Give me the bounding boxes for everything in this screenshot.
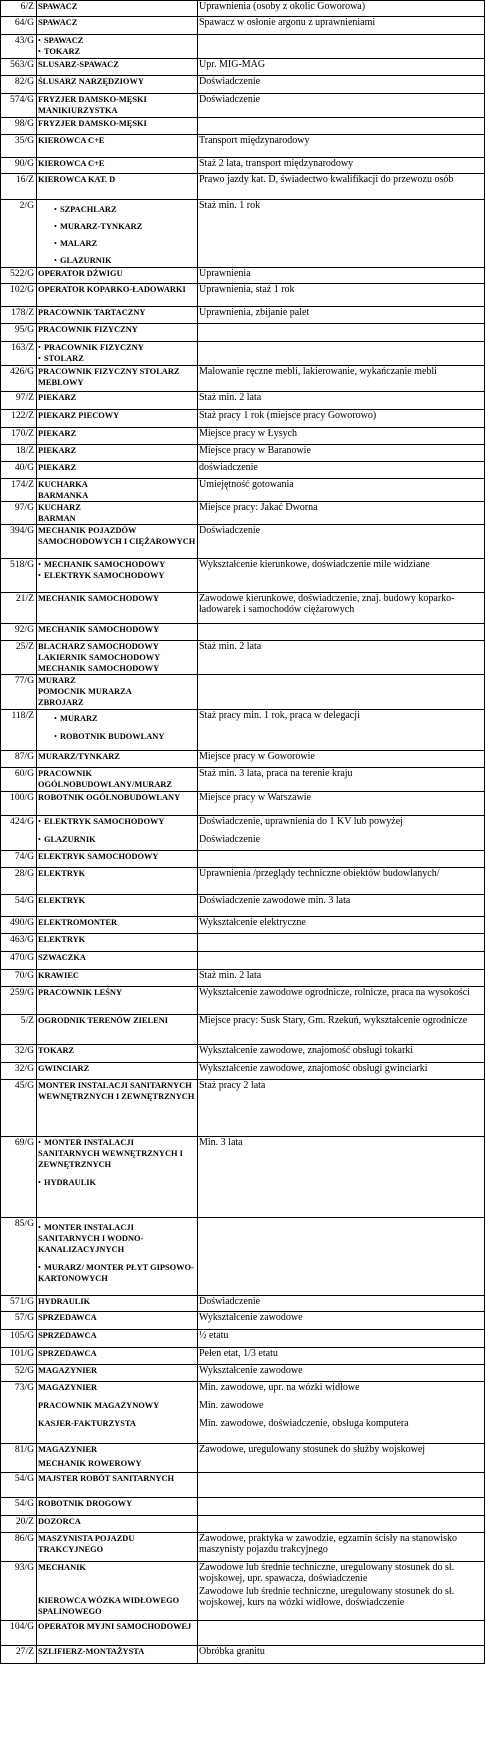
job-title: PRACOWNIK OGÓLNOBUDOWLANY/MURARZ xyxy=(38,769,173,789)
offer-id: 54/G xyxy=(1,895,37,917)
requirements: Obróbka granitu xyxy=(199,1646,265,1657)
job-title: BARMAN xyxy=(38,514,76,523)
requirements: Uprawnienia, staż 1 rok xyxy=(199,284,295,295)
table-row xyxy=(1,1137,485,1218)
table-row xyxy=(1,868,485,895)
offer-id: 60/G xyxy=(1,768,37,792)
job-title: PIEKARZ xyxy=(38,429,77,438)
offer-id: 95/G xyxy=(1,324,37,342)
requirements: Zawodowe kierunkowe, doświadczenie, znaj. budowy koparko-ładowarek i samochodów ciężarowych xyxy=(199,593,455,615)
job-title: MURARZ/TYNKARZ xyxy=(38,752,120,761)
requirements: Miejsce pracy w Warszawie xyxy=(199,792,312,803)
offer-id: 25/Z xyxy=(1,641,37,675)
table-row xyxy=(1,1,485,17)
table-row xyxy=(1,392,485,410)
job-title: • HYDRAULIK xyxy=(38,1177,196,1188)
table-row xyxy=(1,1218,485,1296)
table-row xyxy=(1,934,485,952)
job-title: DOZORCA xyxy=(38,1517,81,1526)
requirements: Zawodowe, praktyka w zawodzie, egzamin ścisły na stanowisko maszynisty pojazdu trakcyjnego xyxy=(199,1533,457,1555)
job-title: • GLAZURNIK xyxy=(38,255,196,266)
job-title: PIEKARZ xyxy=(38,446,77,455)
job-title: ROBOTNIK OGÓLNOBUDOWLANY xyxy=(38,793,181,802)
job-title: • TOKARZ xyxy=(38,46,196,57)
table-row xyxy=(1,1444,485,1473)
table-row xyxy=(1,35,485,59)
table-row xyxy=(1,410,485,428)
job-title: KIEROWCA WÓZKA WIDŁOWEGO SPALINOWEGO xyxy=(38,1596,180,1616)
table-row xyxy=(1,525,485,559)
offer-id: 92/G xyxy=(1,624,37,641)
table-row xyxy=(1,462,485,479)
job-title: ELEKTROMONTER xyxy=(38,918,118,927)
requirements: Wykształcenie zawodowe xyxy=(199,1365,303,1376)
table-row xyxy=(1,366,485,392)
requirements: Doświadczenie zawodowe min. 3 lata xyxy=(199,895,351,906)
job-title: SLUSARZ-SPAWACZ xyxy=(38,60,119,69)
requirements: Min. zawodowe xyxy=(199,1400,264,1411)
job-title: SPRZEDAWCA xyxy=(38,1313,97,1322)
offer-id: 463/G xyxy=(1,934,37,952)
offer-id: 21/Z xyxy=(1,593,37,624)
job-title: MECHANIK SAMOCHODOWY xyxy=(38,594,160,603)
job-title: POMOCNIK MURARZA xyxy=(38,687,132,696)
requirements: Staż 2 lata, transport międzynarodowy xyxy=(199,158,354,169)
job-title: PRACOWNIK LEŚNY xyxy=(38,988,122,997)
offer-id: 6/Z xyxy=(1,1,37,17)
job-title: ZBROJARZ xyxy=(38,698,84,707)
requirements: Upr. MIG-MAG xyxy=(199,59,266,70)
offer-id: 27/Z xyxy=(1,1646,37,1664)
table-row xyxy=(1,342,485,366)
job-title: SPRZEDAWCA xyxy=(38,1331,97,1340)
table-row xyxy=(1,1562,485,1621)
offer-id: 43/G xyxy=(1,35,37,59)
table-row xyxy=(1,1646,485,1664)
offer-id: 2/G xyxy=(1,200,37,268)
table-row xyxy=(1,710,485,751)
offer-id: 118/Z xyxy=(1,710,37,751)
offer-id: 163/Z xyxy=(1,342,37,366)
job-title: KUCHARKA xyxy=(38,480,88,489)
job-title: KRAWIEC xyxy=(38,971,79,980)
job-title: KIEROWCA C+E xyxy=(38,159,105,168)
job-title: SZWACZKA xyxy=(38,953,86,962)
offer-id: 87/G xyxy=(1,751,37,768)
job-title: ELEKTRYK xyxy=(38,935,86,944)
requirements: Wykształcenie elektryczne xyxy=(199,917,306,928)
table-row xyxy=(1,1621,485,1646)
job-title: OPERATOR KOPARKO-ŁADOWARKI xyxy=(38,285,186,294)
requirements: Malowanie ręczne mebli, lakierowanie, wykańczanie mebli xyxy=(199,366,437,377)
job-title: • SPAWACZ xyxy=(38,35,196,46)
offer-id: 54/G xyxy=(1,1473,37,1498)
table-row xyxy=(1,445,485,462)
requirements: Uprawnienia (osoby z okolic Goworowa) xyxy=(199,1,366,12)
job-title: • PRACOWNIK FIZYCZNY xyxy=(38,342,196,353)
offer-id: 35/G xyxy=(1,135,37,158)
requirements: Staż min. 1 rok xyxy=(199,200,261,211)
job-title: MECHANIK ROWEROWY xyxy=(38,1459,142,1468)
offer-id: 32/G xyxy=(1,1063,37,1080)
offer-id: 102/G xyxy=(1,284,37,307)
table-row xyxy=(1,1382,485,1444)
job-title: MECHANIK POJAZDÓW SAMOCHODOWYCH I CIĘŻAROWYCH xyxy=(38,526,196,546)
job-title: PIEKARZ xyxy=(38,393,77,402)
requirements: Staż min. 2 lata xyxy=(199,641,262,652)
offer-id: 18/Z xyxy=(1,445,37,462)
offer-id: 563/G xyxy=(1,59,37,76)
job-title: SPAWACZ xyxy=(38,18,78,27)
offer-id: 40/G xyxy=(1,462,37,479)
offer-id: 70/G xyxy=(1,970,37,987)
job-title: SPRZEDAWCA xyxy=(38,1349,97,1358)
table-row xyxy=(1,895,485,917)
offer-id: 522/G xyxy=(1,268,37,284)
requirements: Prawo jazdy kat. D, świadectwo kwalifikacji do przewozu osób xyxy=(199,174,454,185)
requirements: Staż pracy 1 rok (miejsce pracy Goworowo) xyxy=(199,410,377,421)
table-row xyxy=(1,675,485,710)
table-row xyxy=(1,559,485,593)
offer-id: 174/Z xyxy=(1,479,37,502)
job-title: GWINCIARZ xyxy=(38,1064,90,1073)
offer-id: 85/G xyxy=(1,1218,37,1296)
requirements: Miejsce pracy: Susk Stary, Gm. Rzekuń, wykształcenie ogrodnicze xyxy=(199,1015,468,1026)
table-row xyxy=(1,200,485,268)
table-row xyxy=(1,641,485,675)
job-title: PRACOWNIK FIZYCZNY STOLARZ MEBLOWY xyxy=(38,367,180,387)
job-title: MAJSTER ROBÓT SANITARNYCH xyxy=(38,1474,175,1483)
job-title: PIEKARZ xyxy=(38,463,77,472)
requirements: Wykształcenie zawodowe, znajomość obsługi gwinciarki xyxy=(199,1063,428,1074)
requirements: Transport międzynarodowy xyxy=(199,135,310,146)
table-row xyxy=(1,1312,485,1330)
table-row xyxy=(1,952,485,970)
table-row xyxy=(1,792,485,816)
table-row xyxy=(1,428,485,445)
job-title: • ELEKTRYK SAMOCHODOWY xyxy=(38,816,196,827)
job-title: MECHANIK xyxy=(38,1563,86,1572)
job-title: • ELEKTRYK SAMOCHODOWY xyxy=(38,570,196,581)
job-title: KUCHARZ xyxy=(38,503,81,512)
job-title: FRYZJER DAMSKO-MĘSKI xyxy=(38,95,147,104)
job-title: • MECHANIK SAMOCHODOWY xyxy=(38,559,196,570)
requirements: Doświadczenie xyxy=(199,834,261,845)
offer-id: 101/G xyxy=(1,1348,37,1365)
table-row xyxy=(1,751,485,768)
job-title: BARMANKA xyxy=(38,491,89,500)
offer-id: 470/G xyxy=(1,952,37,970)
offer-id: 97/Z xyxy=(1,392,37,410)
job-title: OGRODNIK TERENÓW ZIELENI xyxy=(38,1016,169,1025)
table-row xyxy=(1,1063,485,1080)
offer-id: 97/G xyxy=(1,502,37,525)
job-title: MASZYNISTA POJAZDU TRAKCYJNEGO xyxy=(38,1534,135,1554)
offer-id: 74/G xyxy=(1,851,37,868)
job-title: ELEKTRYK xyxy=(38,869,86,878)
job-title: PRACOWNIK FIZYCZNY xyxy=(38,325,138,334)
requirements: Wykształcenie zawodowe ogrodnicze, rolnicze, praca na wysokości xyxy=(199,987,470,998)
offer-id: 82/G xyxy=(1,76,37,94)
job-title: PIEKARZ PIECOWY xyxy=(38,411,120,420)
requirements: Wykształcenie zawodowe xyxy=(199,1312,303,1323)
requirements: Pełen etat, 1/3 etatu xyxy=(199,1348,278,1359)
offer-id: 170/Z xyxy=(1,428,37,445)
offer-id: 81/G xyxy=(1,1444,37,1473)
offer-id: 86/G xyxy=(1,1533,37,1562)
requirements: ½ etatu xyxy=(199,1330,229,1341)
offer-id: 93/G xyxy=(1,1562,37,1621)
requirements: Miejsce pracy w Baranowie xyxy=(199,445,311,456)
requirements: Min. 3 lata xyxy=(199,1137,243,1148)
job-title: SZLIFIERZ-MONTAŻYSTA xyxy=(38,1647,145,1656)
table-row xyxy=(1,816,485,851)
requirements: Spawacz w osłonie argonu z uprawnieniami xyxy=(199,17,376,28)
offer-id: 98/G xyxy=(1,118,37,135)
offer-id: 69/G xyxy=(1,1137,37,1218)
job-title: • STOLARZ xyxy=(38,353,196,364)
offer-id: 122/Z xyxy=(1,410,37,428)
offer-id: 104/G xyxy=(1,1621,37,1646)
table-row xyxy=(1,1498,485,1516)
job-title: OPERATOR DŹWIGU xyxy=(38,269,123,278)
requirements: Zawodowe lub średnie techniczne, uregulowany stosunek do sł. wojskowej, kurs na wózki widłowe, doświadczenie xyxy=(199,1586,455,1608)
job-title: TOKARZ xyxy=(38,1046,75,1055)
offer-id: 90/G xyxy=(1,158,37,174)
job-title: LAKIERNIK SAMOCHODOWY xyxy=(38,653,161,662)
job-title: FRYZJER DAMSKO-MĘSKI xyxy=(38,119,147,128)
table-row xyxy=(1,158,485,174)
job-title: MECHANIK SAMOCHODOWY xyxy=(38,664,160,673)
job-title: • MONTER INSTALACJI SANITARNYCH WEWNĘTRZNYCH I ZEWNĘTRZNYCH xyxy=(38,1137,196,1170)
offer-id: 100/G xyxy=(1,792,37,816)
requirements: doświadczenie xyxy=(199,462,258,473)
table-row xyxy=(1,59,485,76)
job-title: • GLAZURNIK xyxy=(38,834,196,845)
job-title: PRACOWNIK TARTACZNY xyxy=(38,308,146,317)
job-title: • MURARZ/ MONTER PŁYT GIPSOWO-KARTONOWYCH xyxy=(38,1262,196,1284)
offer-id: 5/Z xyxy=(1,1015,37,1045)
job-title: • MONTER INSTALACJI SANITARNYCH I WODNO-KANALIZACYJNYCH xyxy=(38,1222,196,1255)
requirements: Staż pracy min. 1 rok, praca w delegacji xyxy=(199,710,360,721)
table-row xyxy=(1,1348,485,1365)
requirements: Doświadczenie xyxy=(199,525,261,536)
offer-id: 178/Z xyxy=(1,307,37,324)
requirements: Uprawnienia xyxy=(199,268,251,279)
job-title: • MURARZ xyxy=(38,713,196,724)
table-row xyxy=(1,17,485,35)
requirements: Zawodowe lub średnie techniczne, uregulowany stosunek do sł. wojskowej, upr. spawacza, doświadczenie xyxy=(199,1562,455,1584)
job-title: ELEKTRYK SAMOCHODOWY xyxy=(38,852,159,861)
job-title: HYDRAULIK xyxy=(38,1297,91,1306)
job-title: ROBOTNIK DROGOWY xyxy=(38,1499,133,1508)
job-title: • SZPACHLARZ xyxy=(38,204,196,215)
table-row xyxy=(1,135,485,158)
job-title: KIEROWCA C+E xyxy=(38,136,105,145)
requirements: Staż min. 2 lata xyxy=(199,392,262,403)
table-row xyxy=(1,94,485,118)
offer-id: 105/G xyxy=(1,1330,37,1348)
table-row xyxy=(1,970,485,987)
job-title: ŚLUSARZ NARZĘDZIOWY xyxy=(38,77,144,86)
offer-id: 571/G xyxy=(1,1296,37,1312)
requirements: Miejsce pracy w Łysych xyxy=(199,428,298,439)
job-title: • MALARZ xyxy=(38,238,196,249)
offer-id: 52/G xyxy=(1,1365,37,1382)
table-row xyxy=(1,1365,485,1382)
job-title: KASJER-FAKTURZYSTA xyxy=(38,1419,136,1428)
offer-id: 77/G xyxy=(1,675,37,710)
job-title: • MURARZ-TYNKARZ xyxy=(38,221,196,232)
table-row xyxy=(1,987,485,1015)
offer-id: 32/G xyxy=(1,1045,37,1063)
table-row xyxy=(1,307,485,324)
job-title: MURARZ xyxy=(38,676,76,685)
offer-id: 574/G xyxy=(1,94,37,118)
requirements: Min. zawodowe, upr. na wózki widłowe xyxy=(199,1382,360,1393)
table-row xyxy=(1,502,485,525)
requirements: Uprawnienia, zbijanie palet xyxy=(199,307,310,318)
requirements: Doświadczenie xyxy=(199,1296,261,1307)
table-row xyxy=(1,174,485,200)
table-row xyxy=(1,768,485,792)
table-row xyxy=(1,1045,485,1063)
job-title: • ROBOTNIK BUDOWLANY xyxy=(38,731,196,742)
requirements: Doświadczenie xyxy=(199,76,261,87)
table-row xyxy=(1,268,485,284)
job-title: MAGAZYNIER xyxy=(38,1445,98,1454)
offer-id: 54/G xyxy=(1,1498,37,1516)
job-title: ELEKTRYK xyxy=(38,896,86,905)
requirements: Miejsce pracy: Jakać Dworna xyxy=(199,502,318,513)
table-row xyxy=(1,1473,485,1498)
requirements: Umiejętność gotowania xyxy=(199,479,294,490)
job-title: SPAWACZ xyxy=(38,2,78,11)
offer-id: 45/G xyxy=(1,1080,37,1137)
job-title: BLACHARZ SAMOCHODOWY xyxy=(38,642,159,651)
job-title: MAGAZYNIER xyxy=(38,1366,98,1375)
requirements: Staż min. 3 lata, praca na terenie kraju xyxy=(199,768,353,779)
table-row xyxy=(1,1533,485,1562)
table-row xyxy=(1,284,485,307)
offer-id: 73/G xyxy=(1,1382,37,1444)
offer-id: 28/G xyxy=(1,868,37,895)
requirements: Wykształcenie kierunkowe, doświadczenie mile widziane xyxy=(199,559,430,570)
job-title: PRACOWNIK MAGAZYNOWY xyxy=(38,1401,160,1410)
job-title: MECHANIK SAMOCHODOWY xyxy=(38,625,160,634)
requirements: Doświadczenie, uprawnienia do 1 KV lub powyżej xyxy=(199,816,403,827)
requirements: Staż min. 2 lata xyxy=(199,970,262,981)
table-row xyxy=(1,1015,485,1045)
table-row xyxy=(1,851,485,868)
table-row xyxy=(1,1516,485,1533)
offer-id: 424/G xyxy=(1,816,37,851)
requirements: Wykształcenie zawodowe, znajomość obsługi tokarki xyxy=(199,1045,414,1056)
requirements: Doświadczenie xyxy=(199,94,261,105)
table-row xyxy=(1,479,485,502)
table-row xyxy=(1,324,485,342)
requirements: Miejsce pracy w Goworowie xyxy=(199,751,315,762)
offer-id: 20/Z xyxy=(1,1516,37,1533)
table-row xyxy=(1,118,485,135)
offer-id: 57/G xyxy=(1,1312,37,1330)
requirements: Min. zawodowe, doświadczenie, obsługa komputera xyxy=(199,1418,409,1429)
job-title: OPERATOR MYJNI SAMOCHODOWEJ xyxy=(38,1622,192,1631)
offer-id: 394/G xyxy=(1,525,37,559)
table-row xyxy=(1,1080,485,1137)
job-title: MAGAZYNIER xyxy=(38,1383,98,1392)
offer-id: 490/G xyxy=(1,917,37,934)
requirements: Staż pracy 2 lata xyxy=(199,1080,266,1091)
offer-id: 426/G xyxy=(1,366,37,392)
table-row xyxy=(1,593,485,624)
offer-id: 259/G xyxy=(1,987,37,1015)
table-row xyxy=(1,1296,485,1312)
requirements: Uprawnienia /przeglądy techniczne obiektów budowlanych/ xyxy=(199,868,440,879)
offer-id: 16/Z xyxy=(1,174,37,200)
table-row xyxy=(1,917,485,934)
table-row xyxy=(1,624,485,641)
offer-id: 64/G xyxy=(1,17,37,35)
offer-id: 518/G xyxy=(1,559,37,593)
job-title: MONTER INSTALACJI SANITARNYCH WEWNĘTRZNYCH I ZEWNĘTRZNYCH xyxy=(38,1081,195,1101)
requirements: Zawodowe, uregulowany stosunek do służby wojskowej xyxy=(199,1444,426,1455)
table-row xyxy=(1,1330,485,1348)
job-title: MANIKIURZYSTKA xyxy=(38,106,118,115)
job-title: KIEROWCA KAT. D xyxy=(38,175,116,184)
table-row xyxy=(1,76,485,94)
